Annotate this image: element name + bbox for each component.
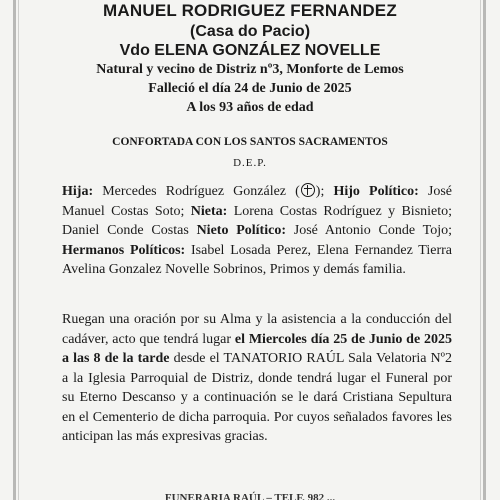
age-line: A los 93 años de edad	[186, 100, 314, 115]
dep-line: D.E.P.	[233, 157, 267, 169]
request-paragraph	[62, 310, 452, 447]
widower-of: Vdo ELENA GONZÁLEZ NOVELLE	[119, 42, 381, 59]
family-paragraph: Hija: Mercedes Rodríguez González ( ); Hijo Político: José Manuel Costas Soto; Nieta: Lorena Costas Rodríguez y Bisnieto; Daniel Conde Costas Nieto Político: José Antonio Conde Tojo; Hermanos Políticos: Isabel Losada Perez, Elena Fernandez Tierra Avelina Gonzalez Novelle Sobrinos, Primos y demás familia.	[62, 184, 453, 277]
hija-label: Hija:	[62, 184, 94, 199]
house-name: (Casa do Pacio)	[189, 23, 311, 40]
request-part1: Ruegan una oración por su Alma y la asistencia a la conducción del cadáver, acto que tendrá lugar	[62, 312, 452, 347]
ceremony-datetime: el Miercoles día 25 de Junio de 2025 a las 8 de la tarde	[62, 331, 453, 366]
border-right	[483, 0, 486, 500]
sacraments-line: CONFORTADA CON LOS SANTOS SACRAMENTOS	[112, 136, 388, 148]
hijo-politico-label: Hijo Político:	[333, 184, 419, 199]
border-right-inner	[480, 0, 481, 500]
nieto-politico-text: José Antonio Conde Tojo;	[293, 223, 452, 238]
cross-icon	[301, 183, 315, 197]
nieto-politico-label: Nieto Político:	[196, 223, 286, 238]
deceased-name: MANUEL RODRIGUEZ FERNANDEZ	[103, 1, 397, 20]
hermanos-label: Hermanos Políticos:	[62, 242, 186, 258]
hija-text: Mercedes Rodríguez González	[102, 184, 287, 199]
border-left	[13, 0, 16, 500]
nieta-label: Nieta:	[190, 203, 228, 219]
funeral-home-footer: FUNERARIA RAÚL – TELF. 982 ...	[164, 492, 336, 500]
border-left-inner	[18, 0, 19, 500]
origin-line: Natural y vecino de Distriz nº3, Monforte de Lemos	[96, 62, 404, 77]
request-part2: desde el TANATORIO RAÚL Sala Velatoria Nº2 a la Iglesia Parroquial de Distriz, donde tendrá lugar el Funeral por su Eterno Descanso y a continuación se le dará Cristiana Sepultura en el Cementerio de dicha parroquia. Por cuyos señalados favores les anticipan las más expresivas gracias.	[62, 351, 453, 444]
hermanos-text: Isabel Losada Perez, Elena Fernandez Tierra Avelina Gonzalez Novelle Sobrinos, Primos y demás familia.	[62, 242, 453, 277]
death-date: Falleció el día 24 de Junio de 2025	[148, 81, 352, 96]
nieta-text: Lorena Costas Rodríguez y Bisnieto; Daniel Conde Costas	[62, 203, 453, 238]
hijo-politico-text: José Manuel Costas Soto;	[62, 184, 453, 219]
